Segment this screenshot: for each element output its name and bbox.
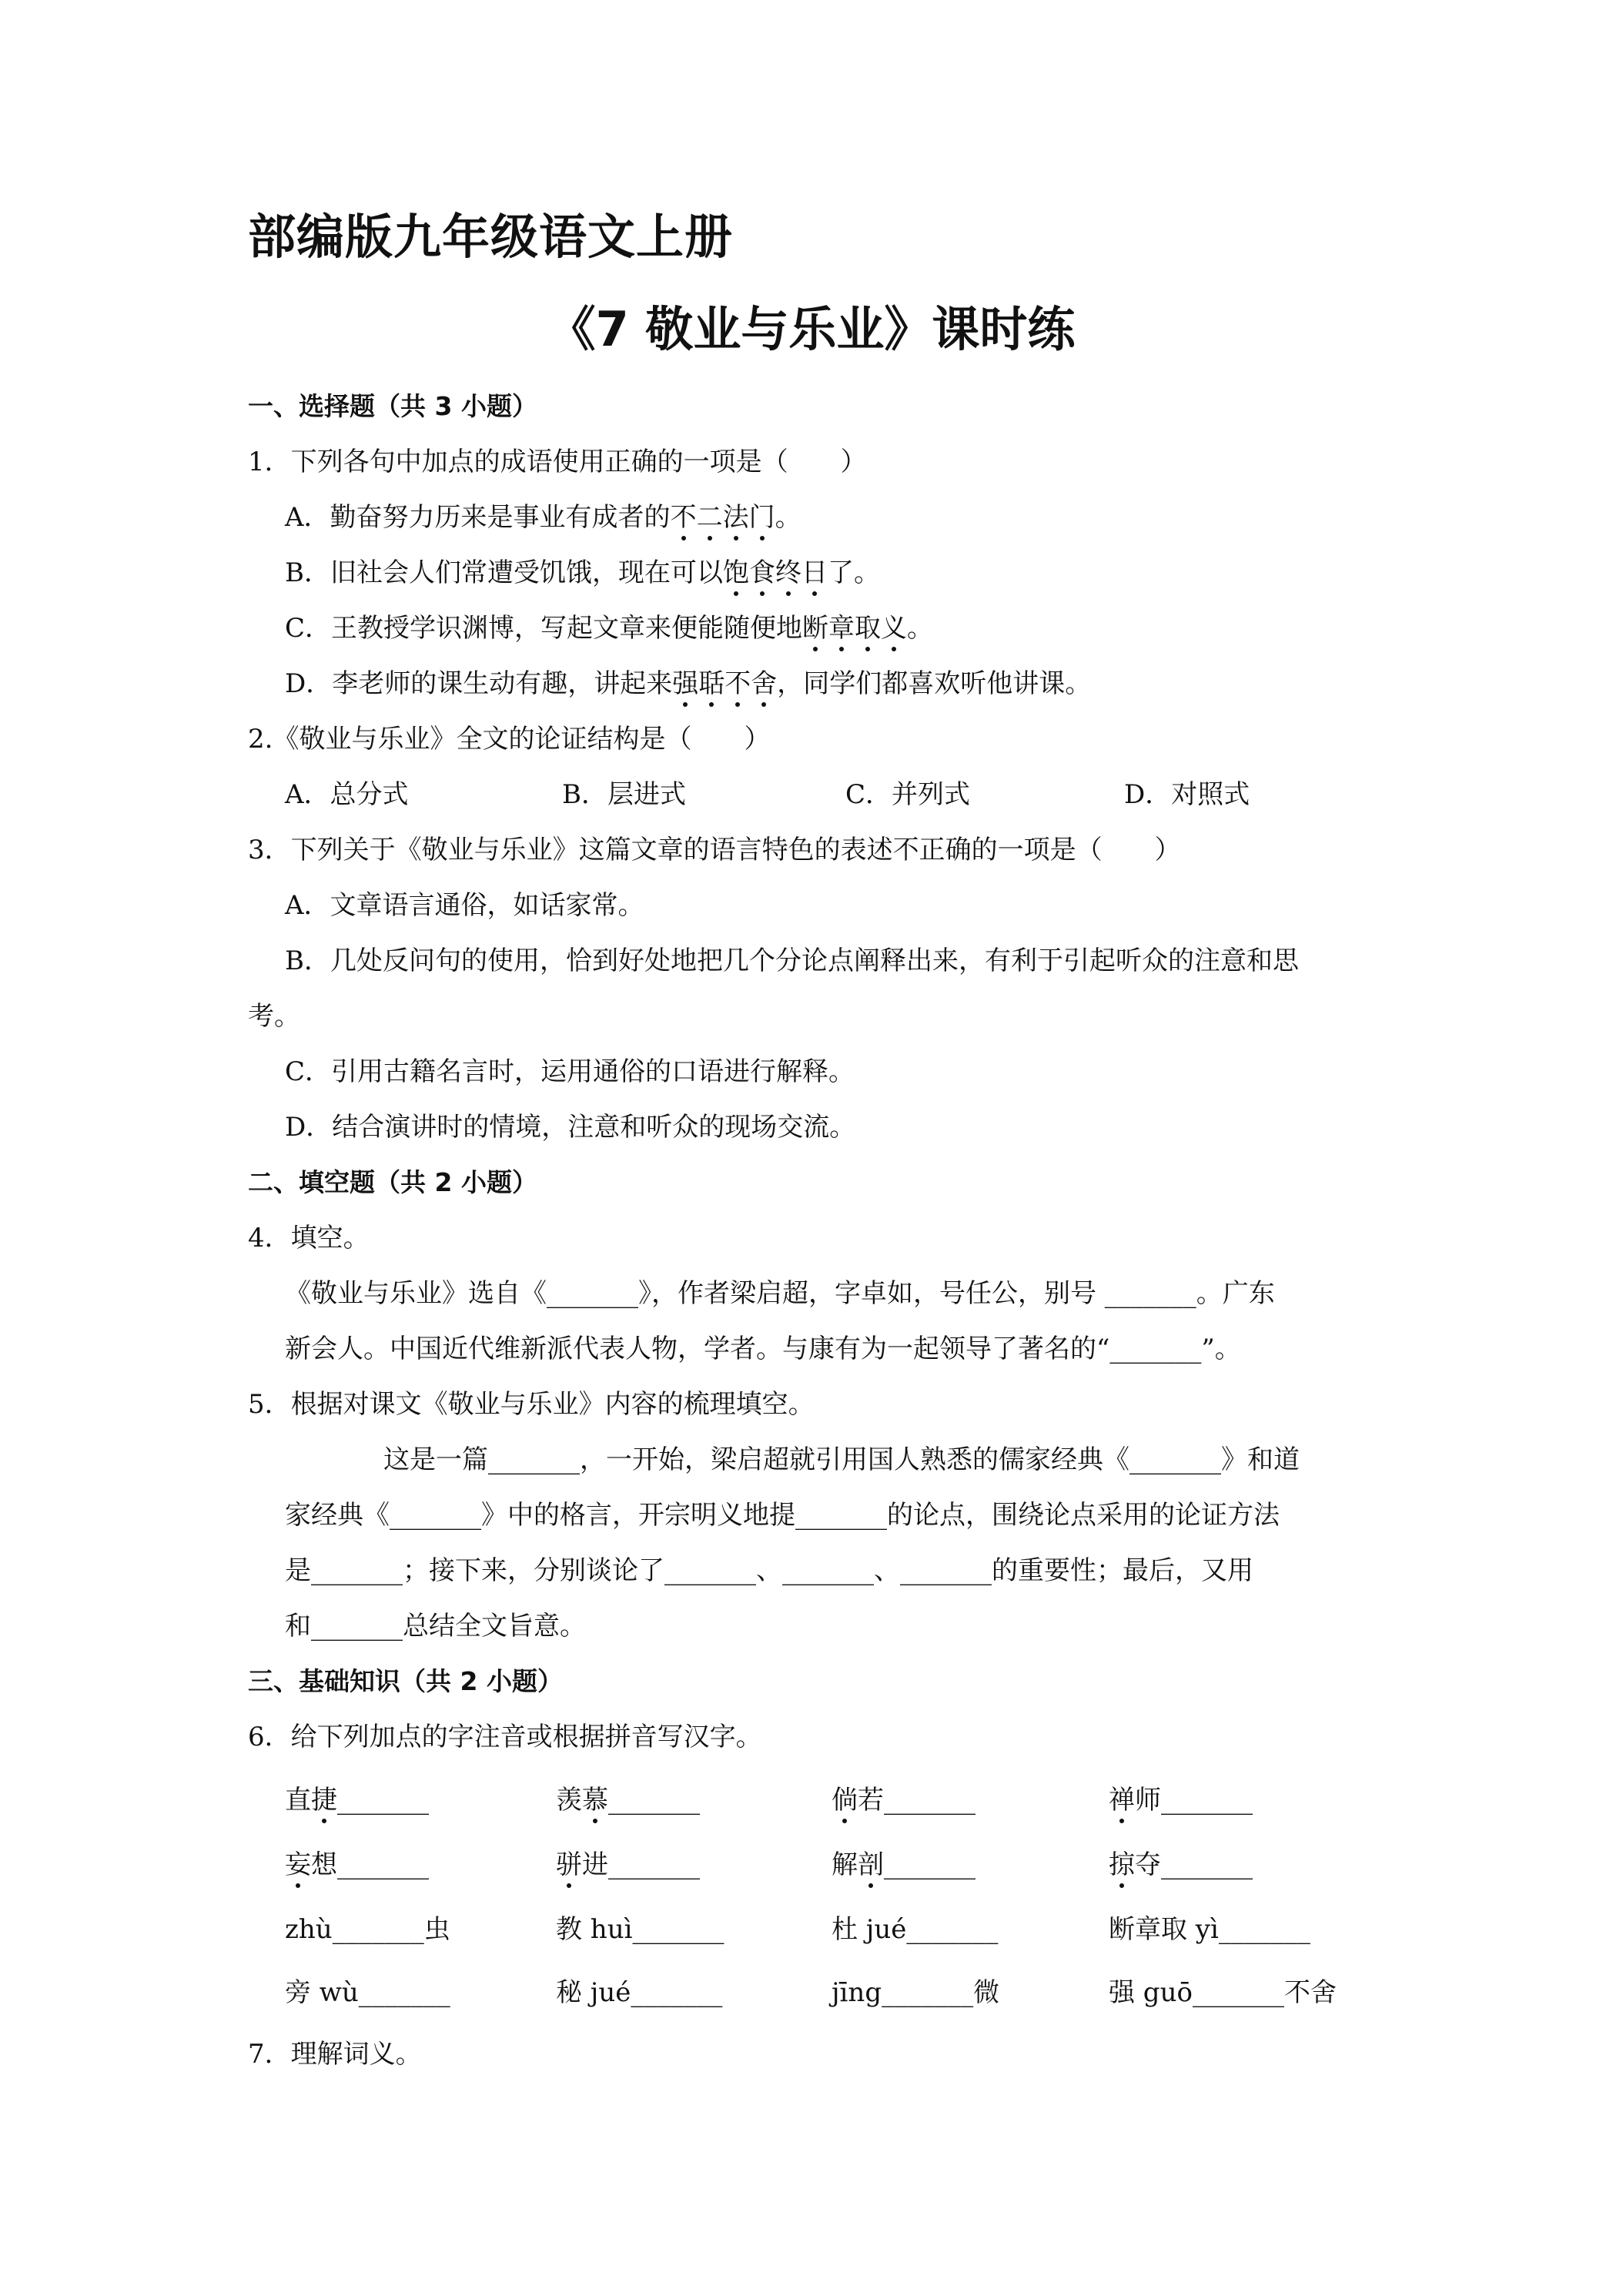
- q1-option-c: C．王教授学识渊博，写起文章来便能随便地断章取义。: [285, 613, 934, 644]
- q3-option-b: B．几处反问句的使用，恰到好处地把几个分论点阐释出来，有利于引起听众的注意和思: [285, 946, 1299, 976]
- q6-word: 妄想_______: [285, 1849, 429, 1880]
- q3-option-a: A．文章语言通俗，如话家常。: [285, 890, 644, 921]
- q6-pinyin-item: 旁 wù_______: [285, 1977, 450, 2008]
- section-heading-choice: 一、选择题（共 3 小题）: [248, 391, 537, 421]
- q6-word: 倘若_______: [832, 1785, 975, 1816]
- q6-pinyin-item: 教 huì_______: [556, 1914, 724, 1945]
- q2-stem: 2.《敬业与乐业》全文的论证结构是（ ）: [248, 724, 771, 755]
- q3-stem: 3．下列关于《敬业与乐业》这篇文章的语言特色的表述不正确的一项是（ ）: [248, 835, 1181, 865]
- q3-option-b-continued: 考。: [248, 1001, 300, 1032]
- section-heading-fill: 二、填空题（共 2 小题）: [248, 1167, 537, 1197]
- q6-pinyin-item: 秘 jué_______: [556, 1977, 723, 2008]
- q2-option-c: C．并列式: [845, 779, 971, 810]
- q4-stem: 4．填空。: [248, 1223, 370, 1253]
- q6-word: 禅师_______: [1109, 1785, 1253, 1816]
- q6-word: 直捷_______: [285, 1785, 429, 1816]
- q5-stem: 5．根据对课文《敬业与乐业》内容的梳理填空。: [248, 1389, 815, 1420]
- q6-pinyin-item: 断章取 yì_______: [1109, 1914, 1310, 1945]
- page-subtitle: 《7 敬业与乐业》课时练: [547, 301, 1076, 357]
- q6-stem: 6．给下列加点的字注音或根据拼音写汉字。: [248, 1722, 762, 1752]
- q2-option-d: D．对照式: [1124, 779, 1250, 810]
- q5-line-4: 和_______总结全文旨意。: [285, 1611, 586, 1642]
- section-heading-basics: 三、基础知识（共 2 小题）: [248, 1666, 563, 1696]
- q3-option-d: D．结合演讲时的情境，注意和听众的现场交流。: [285, 1112, 856, 1143]
- q3-option-c: C．引用古籍名言时，运用通俗的口语进行解释。: [285, 1056, 855, 1087]
- q1-stem: 1．下列各句中加点的成语使用正确的一项是（ ）: [248, 447, 867, 477]
- q6-pinyin-item: zhù_______虫: [285, 1914, 450, 1945]
- q6-pinyin-item: 杜 jué_______: [832, 1914, 999, 1945]
- q6-word: 解剖_______: [832, 1849, 975, 1880]
- q6-word: 掠夺_______: [1109, 1849, 1253, 1880]
- q6-pinyin-item: 强 guō_______不舍: [1109, 1977, 1337, 2008]
- q1-option-a: A．勤奋努力历来是事业有成者的不二法门。: [285, 502, 801, 533]
- q2-option-b: B．层进式: [562, 779, 686, 810]
- q7-stem: 7．理解词义。: [248, 2039, 422, 2070]
- q4-line-1: 《敬业与乐业》选自《_______》，作者梁启超，字卓如，号任公，别号 _______。广东: [285, 1278, 1275, 1309]
- q6-word: 羡慕_______: [556, 1785, 700, 1816]
- q5-line-2: 家经典《_______》中的格言，开宗明义地提_______的论点，围绕论点采用的论证方法: [285, 1500, 1280, 1531]
- q6-pinyin-item: jīng_______微: [832, 1977, 1000, 2008]
- q6-word: 骈进_______: [556, 1849, 700, 1880]
- q5-line-1: 这是一篇_______，一开始，梁启超就引用国人熟悉的儒家经典《_______》和道: [383, 1444, 1300, 1475]
- q1-option-d: D．李老师的课生动有趣，讲起来强聒不舍，同学们都喜欢听他讲课。: [285, 668, 1092, 699]
- q1-option-b: B．旧社会人们常遭受饥饿，现在可以饱食终日了。: [285, 557, 880, 588]
- page-title: 部编版九年级语文上册: [248, 209, 734, 265]
- q4-line-2: 新会人。中国近代维新派代表人物，学者。与康有为一起领导了著名的“_______”。: [285, 1334, 1241, 1364]
- q5-line-3: 是_______；接下来，分别谈论了_______、_______、_______的重要性；最后，又用: [285, 1555, 1253, 1586]
- q2-option-a: A．总分式: [285, 779, 409, 810]
